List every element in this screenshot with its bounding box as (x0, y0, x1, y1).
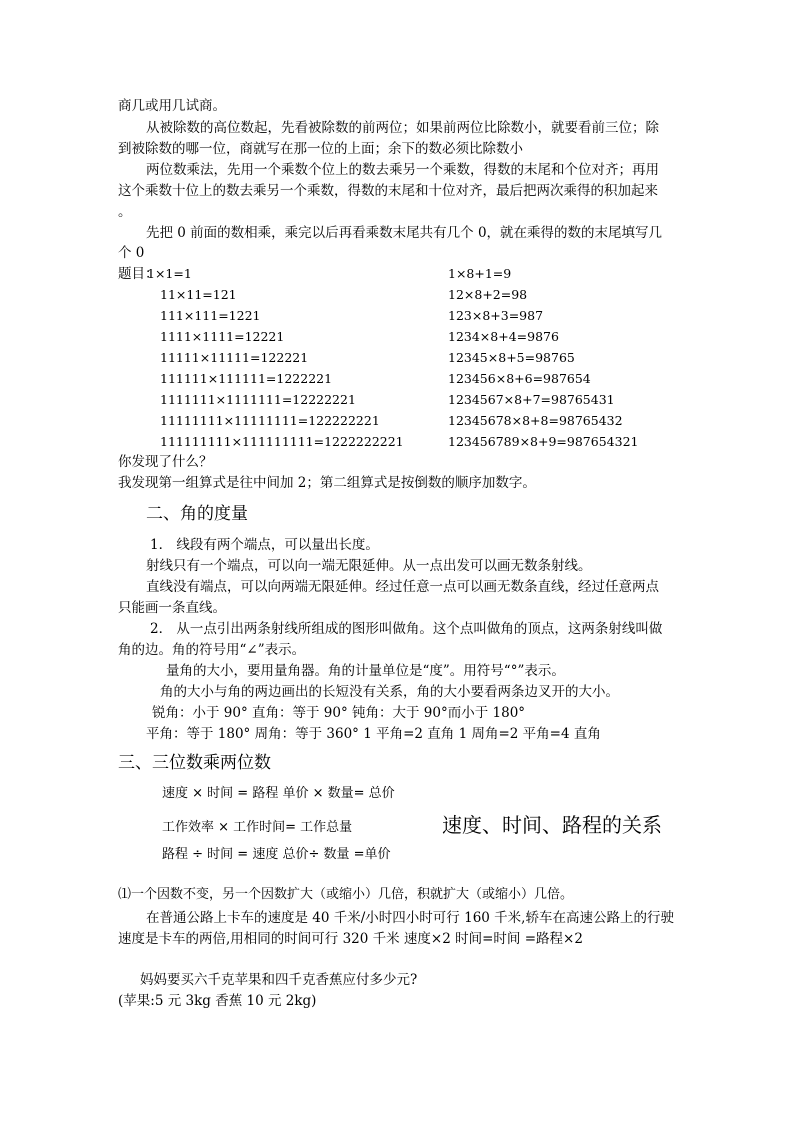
text-line: 商几或用几试商。 (118, 98, 226, 114)
word-problem-detail: (苹果:5 元 3kg 香蕉 10 元 2kg) (118, 993, 317, 1009)
text-line: 只能画一条直线。 (118, 600, 226, 616)
text-line: 。 (118, 204, 132, 220)
question: 你发现了什么？ (118, 454, 213, 470)
equation: 1×1=1 (147, 266, 192, 281)
equation: 12×8+2=98 (448, 287, 528, 302)
equation: 1111×1111=12221 (160, 329, 285, 344)
text-line: 从被除数的高位数起，先看被除数的前两位；如果前两位比除数小，就要看前三位；除 (146, 120, 659, 136)
text-line: 先把 0 前面的数相乘，乘完以后再看乘数末尾共有几个 0，就在乘得的数的末尾填写几 (146, 225, 663, 241)
equation: 11×11=121 (160, 287, 237, 302)
text-line: 直线没有端点，可以向两端无限延伸。经过任意一点可以画无数条直线，经过任意两点 (146, 579, 659, 595)
text-line: 角的大小与角的两边画出的长短没有关系，角的大小要看两条边叉开的大小。 (160, 684, 619, 700)
text-line: 在普通公路上卡车的速度是 40 千米/小时四小时可行 160 千米,轿车在高速公路上的行驶 (146, 910, 674, 926)
word-problem: 妈妈要买六千克苹果和四千克香蕉应付多少元? (140, 972, 418, 988)
equation: 123456789×8+9=987654321 (448, 434, 639, 449)
text-line: 1． 线段有两个端点，可以量出长度。 (150, 537, 379, 553)
text-line: 两位数乘法，先用一个乘数个位上的数去乘另一个乘数，得数的末尾和个位对齐；再用 (146, 162, 659, 178)
text-line: 角的边。角的符号用“∠”表示。 (118, 642, 306, 658)
equation: 111111111×111111111=1222222221 (160, 434, 404, 449)
text-line: ⑴一个因数不变，另一个因数扩大（或缩小）几倍，积就扩大（或缩小）几倍。 (118, 887, 574, 902)
section-heading: 三、三位数乘两位数 (118, 753, 271, 773)
equation: 123456×8+6=987654 (448, 371, 591, 386)
equation: 1×8+1=9 (448, 266, 512, 281)
equation: 1111111×1111111=12222221 (160, 392, 356, 407)
section-heading: 二、角的度量 (146, 504, 248, 524)
answer: 我发现第一组算式是往中间加 2；第二组算式是按倒数的顺序加数字。 (118, 475, 536, 491)
text-line: 这个乘数十位上的数去乘另一个乘数，得数的末尾和十位对齐，最后把两次乘得的积加起来 (118, 183, 658, 199)
equation: 12345678×8+8=98765432 (448, 413, 623, 428)
formula-line: 速度 × 时间 = 路程 单价 × 数量= 总价 (162, 786, 395, 801)
formula-line: 路程 ÷ 时间 = 速度 总价÷ 数量 =单价 (162, 847, 391, 862)
problems-label: 题目： (118, 266, 159, 282)
equation: 11111111×11111111=122222221 (160, 413, 380, 428)
relationship-title: 速度、时间、路程的关系 (442, 813, 662, 837)
equation: 123×8+3=987 (448, 308, 544, 323)
equation-group-1 (147, 263, 404, 452)
text-line: 个 0 (118, 245, 145, 261)
formula-line: 工作效率 × 工作时间= 工作总量 (162, 820, 353, 835)
equation: 12345×8+5=98765 (448, 350, 575, 365)
equation: 1234567×8+7=98765431 (448, 392, 615, 407)
text-line: 到被除数的哪一位，商就写在那一位的上面；余下的数必须比除数小 (118, 141, 523, 157)
equation: 111111×111111=1222221 (160, 371, 333, 386)
text-line: 速度是卡车的两倍,用相同的时间可行 320 千米 速度×2 时间=时间 =路程×2 (118, 931, 583, 947)
equation: 1234×8+4=9876 (448, 329, 559, 344)
text-line: 射线只有一个端点，可以向一端无限延伸。从一点出发可以画无数条射线。 (146, 558, 592, 574)
text-line: 平角：等于 180° 周角：等于 360° 1 平角=2 直角 1 周角=2 平角=4 直角 (146, 726, 601, 742)
equation: 11111×11111=122221 (160, 350, 309, 365)
text-line: 量角的大小，要用量角器。角的计量单位是“度”。用符号“°”表示。 (166, 663, 565, 679)
text-line: 2． 从一点引出两条射线所组成的图形叫做角。这个点叫做角的顶点，这两条射线叫做 (150, 621, 663, 637)
text-line: 锐角：小于 90° 直角：等于 90° 钝角：大于 90°而小于 180° (152, 705, 526, 721)
equation: 111×111=1221 (160, 308, 261, 323)
equation-group-2 (448, 263, 638, 452)
